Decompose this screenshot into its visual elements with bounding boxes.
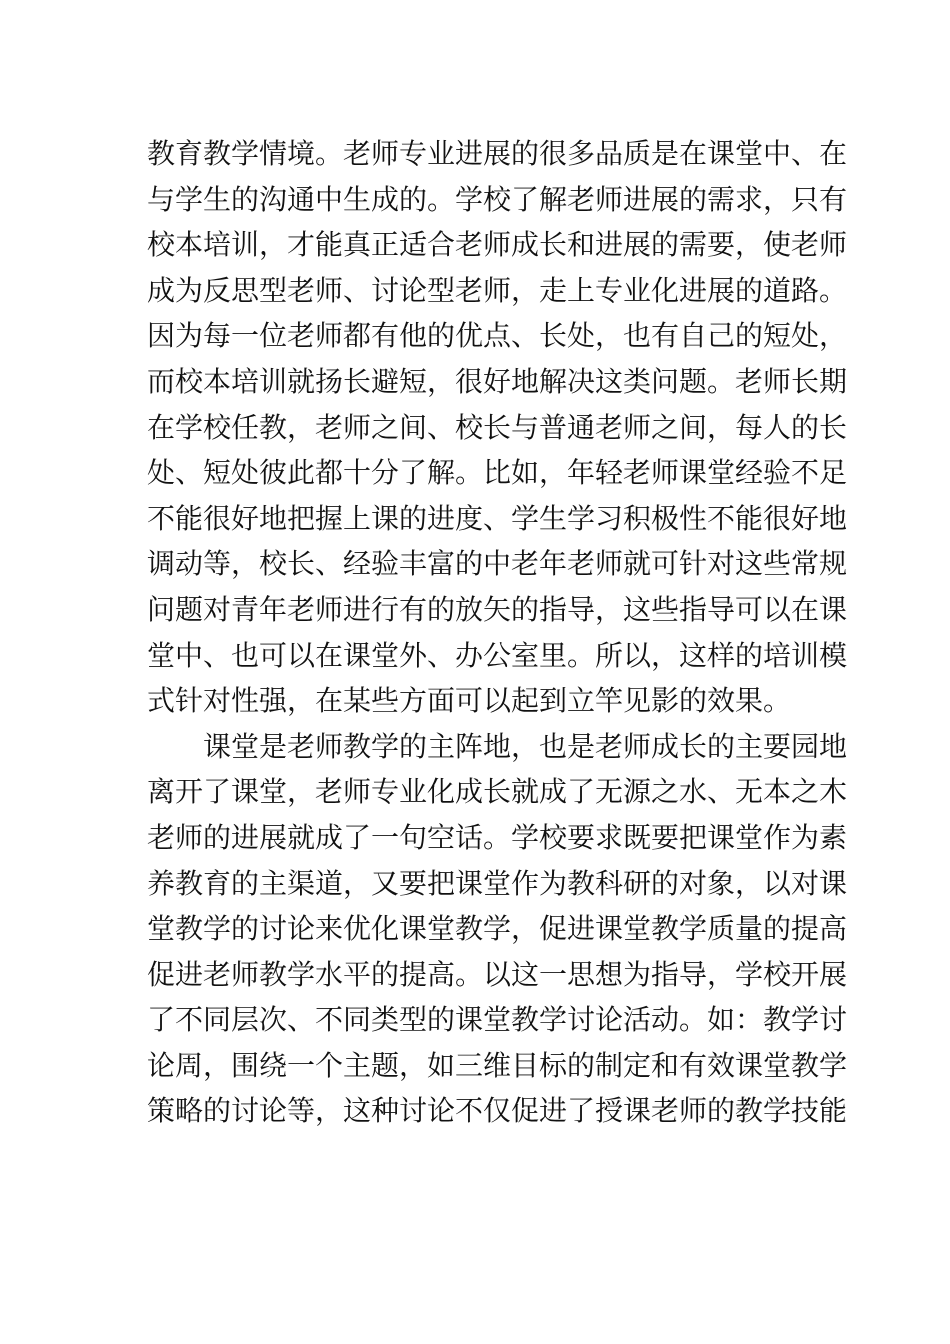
text-line: 教育教学情境。老师专业进展的很多品质是在课堂中、在 [147, 137, 848, 170]
text-line: 成为反思型老师、讨论型老师，走上专业化进展的道路。 [147, 273, 848, 307]
text-line: 式针对性强，在某些方面可以起到立竿见影的效果。 [147, 684, 792, 718]
text-line: 了不同层次、不同类型的课堂教学讨论活动。如：教学讨 [147, 1003, 848, 1037]
text-line: 与学生的沟通中生成的。学校了解老师进展的需求，只有 [147, 182, 848, 216]
text-line: 论周，围绕一个主题，如三维目标的制定和有效课堂教学 [147, 1048, 848, 1082]
text-line: 问题对青年老师进行有的放矢的指导，这些指导可以在课 [147, 592, 848, 626]
document-body [147, 131, 848, 1134]
text-line: 养教育的主渠道，又要把课堂作为教科研的对象，以对课 [147, 866, 848, 900]
text-line: 促进老师教学水平的提高。以这一思想为指导，学校开展 [147, 957, 848, 991]
text-line: 离开了课堂，老师专业化成长就成了无源之水、无本之木 [147, 775, 848, 809]
paragraph-2 [147, 724, 848, 1134]
text-line: 处、短处彼此都十分了解。比如，年轻老师课堂经验不足 [147, 456, 848, 490]
text-line: 老师的进展就成了一句空话。学校要求既要把课堂作为素 [147, 820, 848, 854]
text-line: 堂教学的讨论来优化课堂教学，促进课堂教学质量的提高 [147, 912, 848, 946]
text-line: 校本培训，才能真正适合老师成长和进展的需要，使老师 [147, 228, 848, 262]
text-line: 策略的讨论等，这种讨论不仅促进了授课老师的教学技能 [147, 1094, 848, 1128]
text-line: 不能很好地把握上课的进度、学生学习积极性不能很好地 [147, 501, 848, 535]
text-line: 因为每一位老师都有他的优点、长处，也有自己的短处， [147, 319, 848, 353]
text-line: 堂中、也可以在课堂外、办公室里。所以，这样的培训模 [147, 638, 848, 672]
text-line: 在学校任教，老师之间、校长与普通老师之间，每人的长 [147, 410, 848, 444]
text-line: 而校本培训就扬长避短，很好地解决这类问题。老师长期 [147, 364, 848, 398]
text-line: 调动等，校长、经验丰富的中老年老师就可针对这些常规 [147, 547, 848, 581]
text-line-indented: 课堂是老师教学的主阵地，也是老师成长的主要园地 [203, 729, 848, 763]
paragraph-1 [147, 131, 848, 724]
